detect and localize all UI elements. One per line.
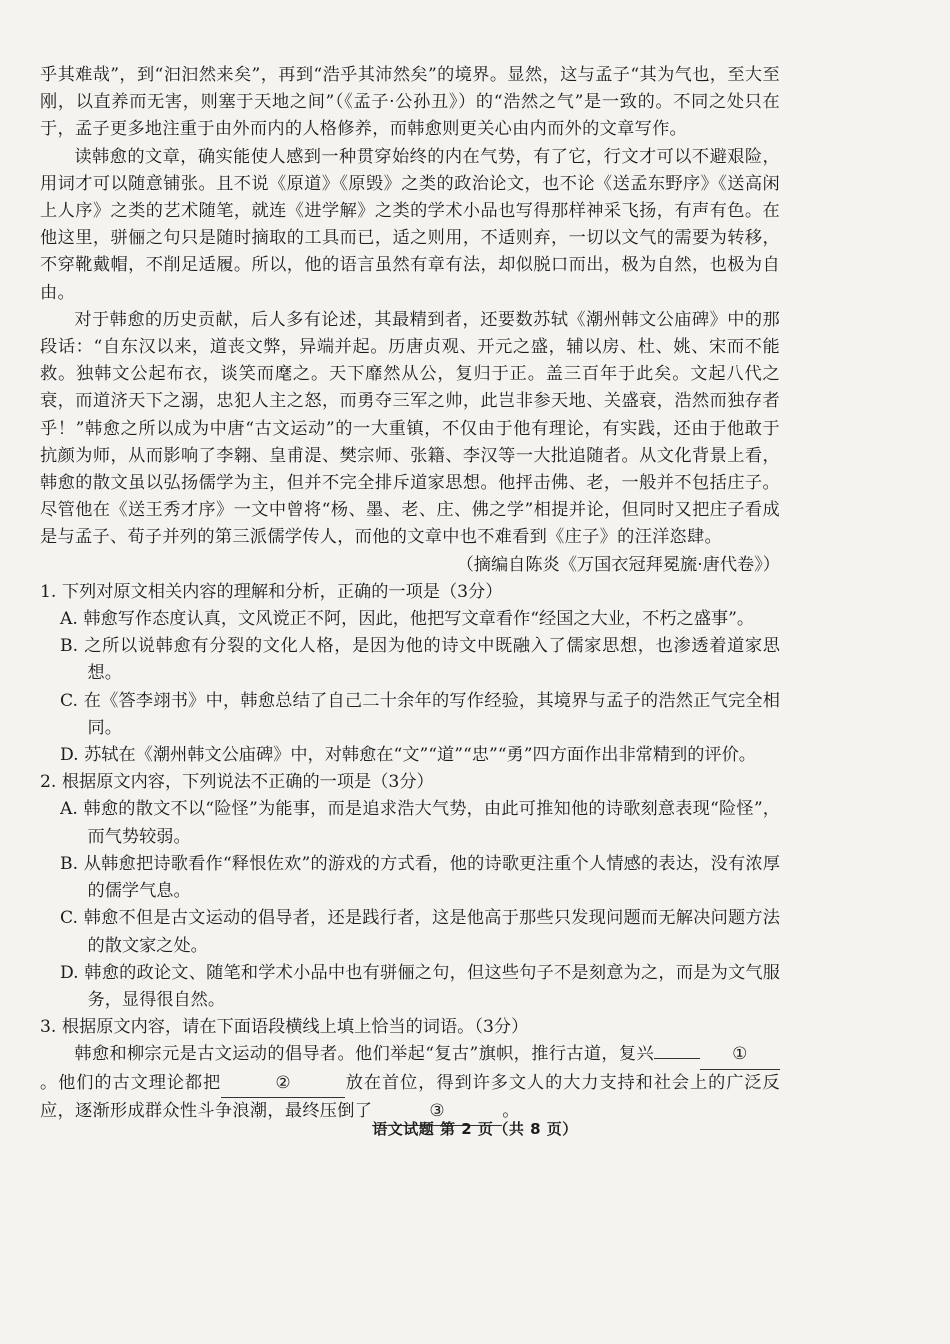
question-1 (40, 579, 780, 769)
passage-paragraph-2: 读韩愈的文章，确实能使人感到一种贯穿始终的内在气势，有了它，行文才可以不避艰险，用词才可以随意铺张。且不说《原道》《原毁》之类的政治论文，也不论《送孟东野序》《送高闲上人序》之类的艺术随笔，就连《进学解》之类的学术小品也写得那样神采飞扬，有声有色。在他这里，骈俪之句只是随时摘取的工具而已，适之则用，不适则弃，一切以文气的需要为转移，不穿靴戴帽，不削足适履。所以，他的语言虽然有章有法，却似脱口而出，极为自然，也极为自由。 (40, 146, 780, 303)
passage-paragraph-3: 对于韩愈的历史贡献，后人多有论述，其最精到者，还要数苏轼《潮州韩文公庙碑》中的那段话：“自东汉以来，道丧文弊，异端并起。历唐贞观、开元之盛，辅以房、杜、姚、宋而不能救。独韩文公起布衣，谈笑而麾之。天下靡然从公，复归于正。盖三百年于此矣。文起八代之衰，而道济天下之溺，忠犯人主之怒，而勇夺三军之帅，此岂非参天地、关盛衰，浩然而独存者乎！”韩愈之所以成为中唐“古文运动”的一大重镇，不仅由于他有理论，有实践，还由于他敢于抗颜为师，从而影响了李翱、皇甫湜、樊宗师、张籍、李汉等一大批追随者。从文化背景上看，韩愈的散文虽以弘扬儒学为主，但并不完全排斥道家思想。他抨击佛、老，一般并不包括庄子。尽管他在《送王秀才序》一文中曾将“杨、墨、老、庄、佛之学”相提并论，但同时又把庄子看成是与孟子、荀子并列的第三派儒学传人，而他的文章中也不难看到《庄子》的汪洋恣肆。 (40, 309, 780, 548)
fill-blank-1-lead[interactable] (654, 1058, 700, 1059)
question-2-option-b[interactable]: B. 从韩愈把诗歌看作“释恨佐欢”的游戏的方式看，他的诗歌更注重个人情感的表达，没有浓厚的儒学气息。 (60, 853, 780, 902)
passage-paragraph-1: 乎其难哉”，到“汩汩然来矣”，再到“浩乎其沛然矣”的境界。显然，这与孟子“其为气也，至大至刚，以直养而无害，则塞于天地之间”（《孟子·公孙丑》）的“浩然之气”是一致的。不同之处只在于，孟子更多地注重于由外而内的人格修养，而韩愈则更关心由内而外的文章写作。 (40, 65, 780, 140)
page-footer: 语文试题 第 2 页（共 8 页） (372, 1120, 578, 1138)
question-3-stem: 3. 根据原文内容，请在下面语段横线上填上恰当的词语。（3分） (40, 1017, 529, 1038)
question-3-text-c: 放在首位，得到许多文人的大力支持和社会上的广泛反应，逐渐形成群众性斗争浪潮，最终压倒了 (40, 1072, 780, 1121)
question-3-fill-paragraph (40, 1041, 780, 1126)
question-1-option-d[interactable]: D. 苏轼在《潮州韩文公庙碑》中，对韩愈在“文”“道”“忠”“勇”四方面作出非常精到的评价。 (60, 745, 756, 766)
question-3-text-b: 。他们的古文理论都把 (40, 1072, 222, 1093)
question-1-option-a[interactable]: A. 韩愈写作态度认真，文风谠正不阿，因此，他把写文章看作“经国之大业，不朽之盛事”。 (60, 609, 755, 630)
question-2-option-d[interactable]: D. 韩愈的政论文、随笔和学术小品中也有骈俪之句，但这些句子不是刻意为之，而是为文气服务，显得很自然。 (60, 962, 780, 1010)
fill-blank-3[interactable]: ③ (372, 1098, 502, 1126)
question-3 (40, 1014, 780, 1126)
question-1-option-c[interactable]: C. 在《答李翊书》中，韩愈总结了自己二十余年的写作经验，其境界与孟子的浩然正气完全相同。 (60, 690, 780, 738)
question-1-option-b[interactable]: B. 之所以说韩愈有分裂的文化人格，是因为他的诗文中既融入了儒家思想，也渗透着道家思想。 (60, 636, 780, 684)
question-2-stem: 2. 根据原文内容，下列说法不正确的一项是（3分） (40, 772, 434, 793)
question-2 (40, 769, 780, 1014)
passage-source: （摘编自陈炎《万国衣冠拜冕旒·唐代卷》） (456, 554, 780, 575)
question-2-option-c[interactable]: C. 韩愈不但是古文运动的倡导者，还是践行者，这是他高于那些只发现问题而无解决问题方法的散文家之处。 (60, 908, 780, 956)
question-3-text-d: 。 (502, 1100, 520, 1121)
question-2-option-a[interactable]: A. 韩愈的散文不以“险怪”为能事，而是追求浩大气势，由此可推知他的诗歌刻意表现“险怪”，而气势较弱。 (60, 799, 780, 847)
question-1-stem: 1. 下列对原文相关内容的理解和分析，正确的一项是（3分） (40, 581, 503, 602)
question-3-text-a: 韩愈和柳宗元是古文运动的倡导者。他们举起“复古”旗帜，推行古道，复兴 (74, 1044, 654, 1065)
fill-blank-2[interactable]: ② (221, 1070, 345, 1098)
fill-blank-1[interactable]: ① (700, 1041, 780, 1069)
